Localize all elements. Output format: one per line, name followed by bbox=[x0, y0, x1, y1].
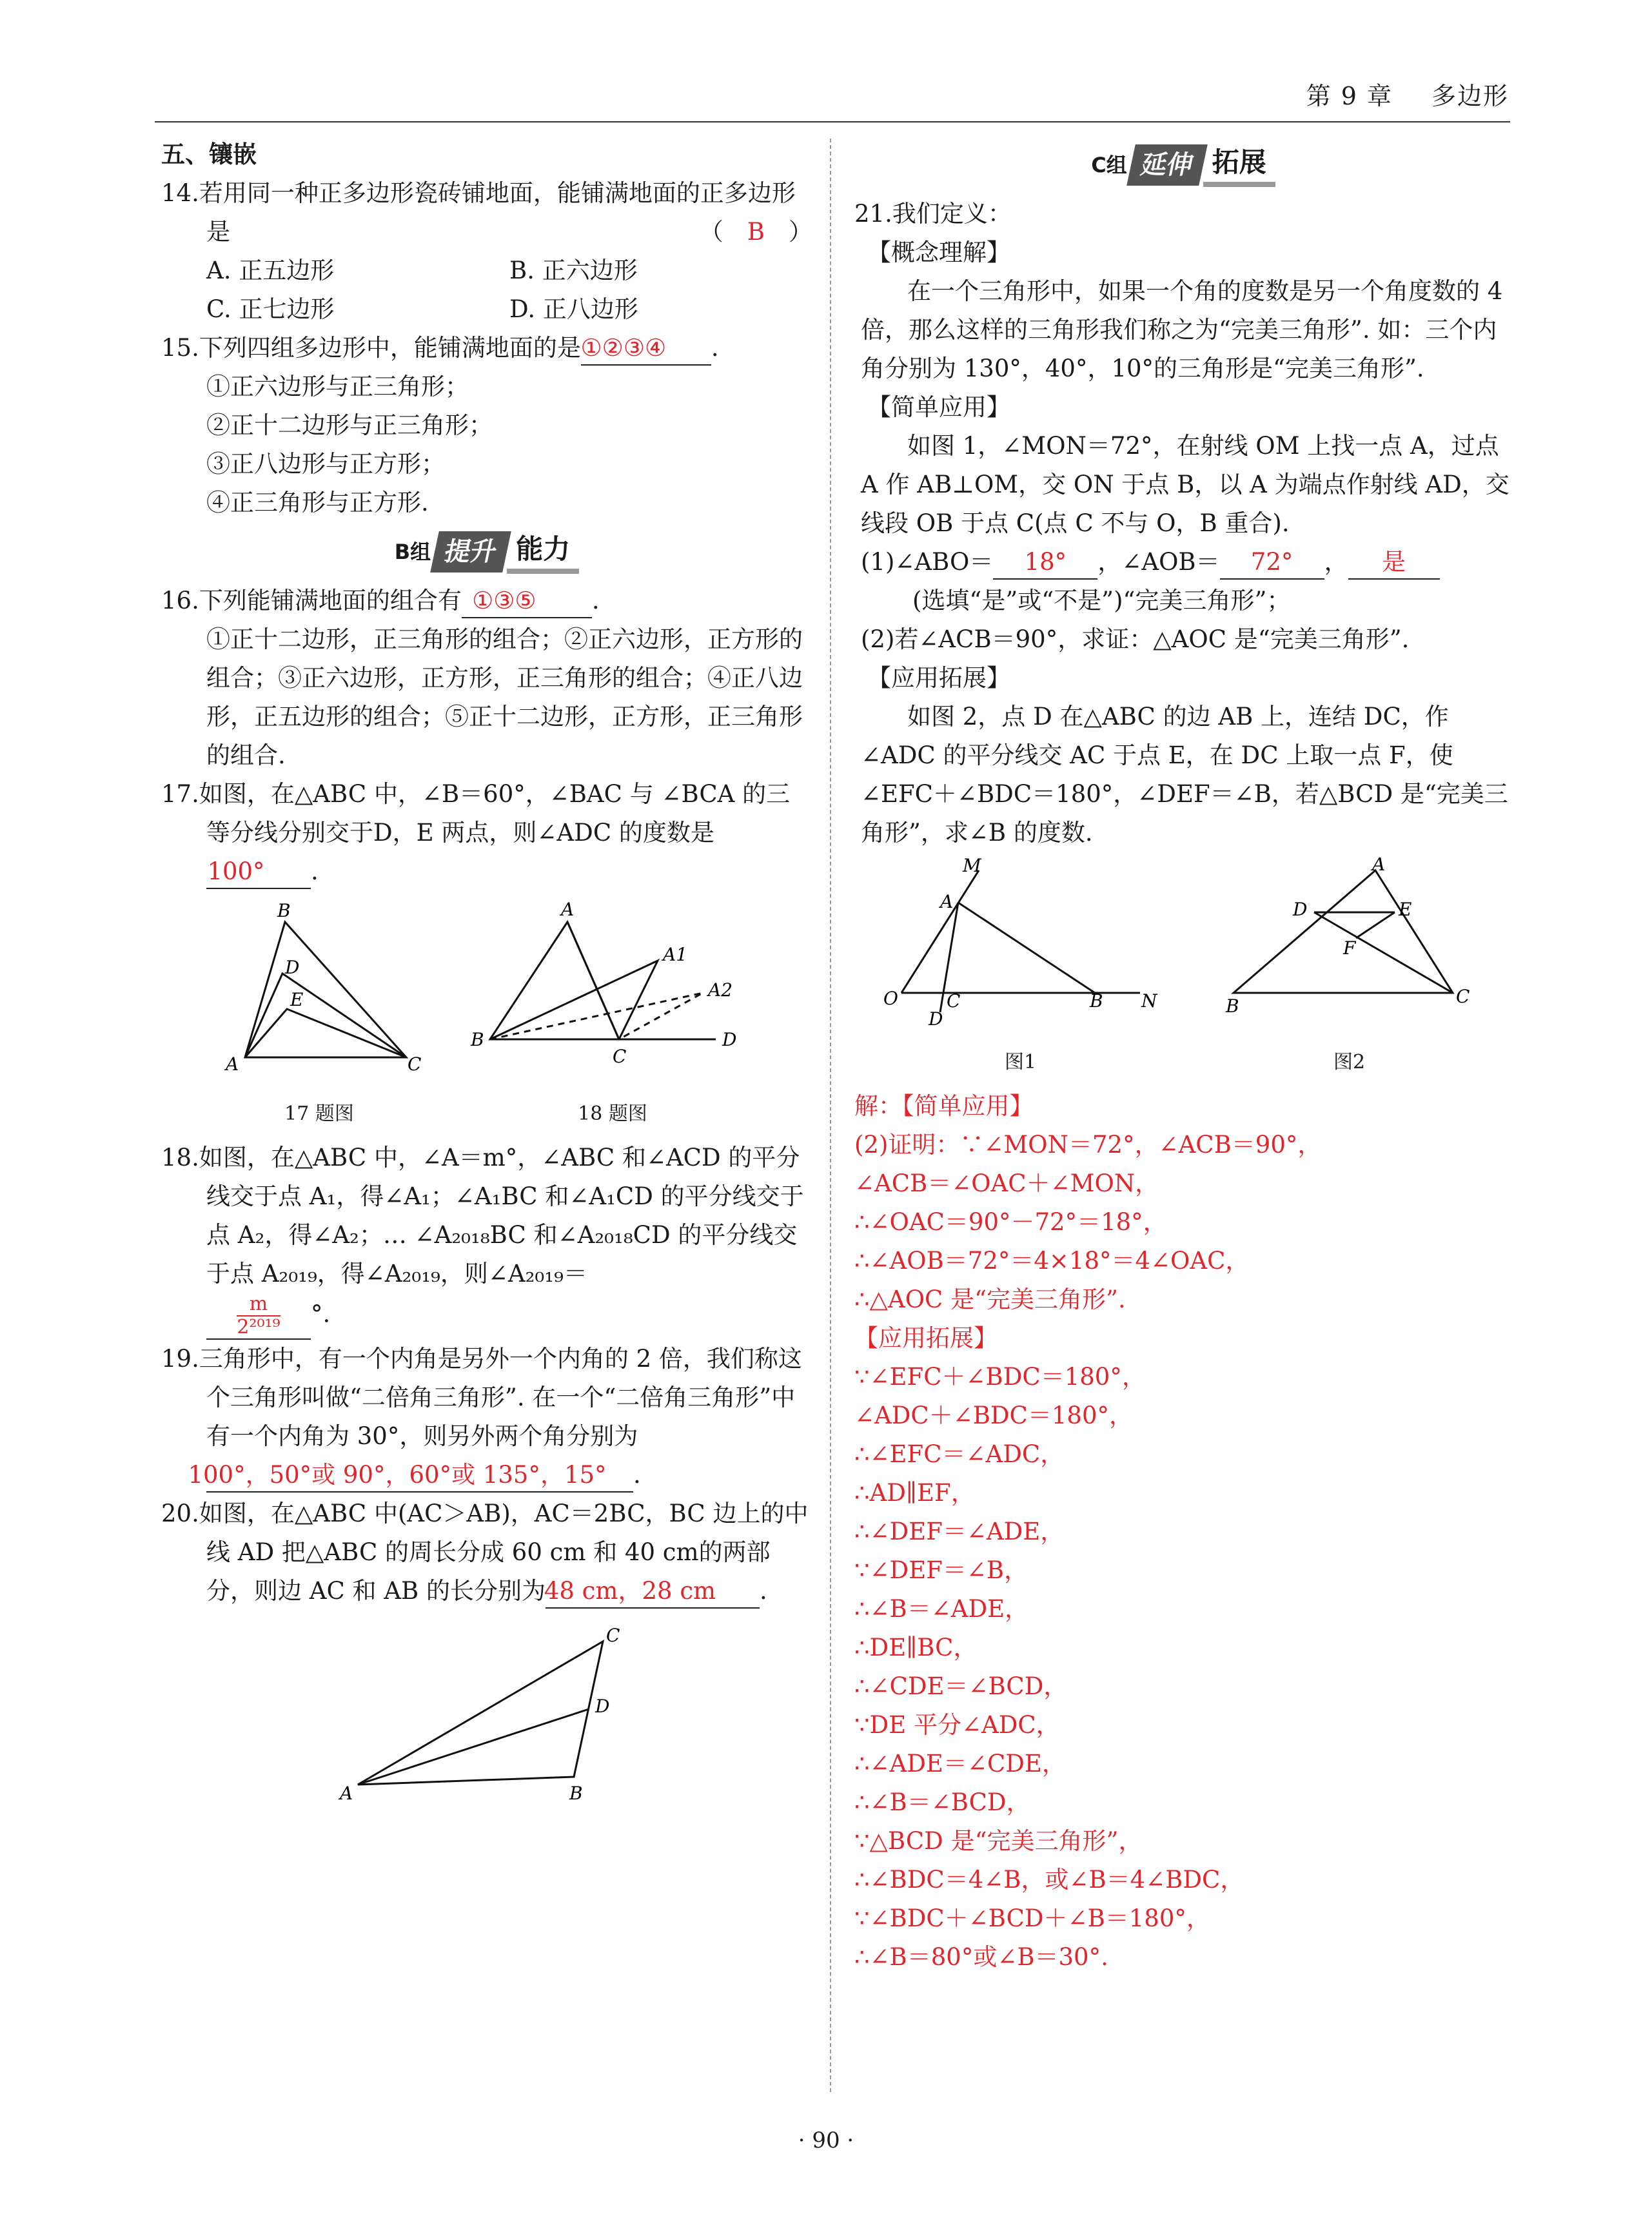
solution-line: (2)证明：∵∠MON＝72°，∠ACB＝90°， bbox=[854, 1131, 1322, 1159]
figure-1-drawing bbox=[882, 857, 1159, 1032]
figure-2 bbox=[1214, 857, 1485, 1082]
figure-18-drawing bbox=[464, 896, 761, 1083]
figure-20-drawing bbox=[326, 1616, 648, 1803]
fig18-label: B bbox=[471, 1029, 484, 1050]
solution-line: ∴∠DEF＝∠ADE， bbox=[854, 1518, 1065, 1545]
paragraph: 如图 1，∠MON＝72°，在射线 OM 上找一点 A，过点 A 作 AB⊥OM，交 ON 于点 B，以 A 为端点作射线 AD，交线段 OB 于点 C(点 C 不与 O，B 重合). bbox=[861, 432, 1509, 537]
fig2-label: A bbox=[1372, 857, 1385, 875]
answer-18-line: $\frac{m}{\text{2²⁰¹⁹}}$ °. bbox=[161, 1293, 812, 1340]
fig1-label: M bbox=[962, 857, 981, 876]
fig1-label: B bbox=[1089, 990, 1103, 1012]
answer-14: B bbox=[747, 218, 765, 246]
fig20-label: C bbox=[606, 1625, 620, 1646]
banner-c: C组 延伸 拓展 bbox=[854, 139, 1512, 191]
chapter-title: 多边形 bbox=[1431, 82, 1509, 110]
solution-line: ∴△AOC 是“完美三角形”. bbox=[854, 1286, 1126, 1313]
answer-17: 100° bbox=[206, 856, 311, 889]
solution-line: ∴∠CDE＝∠BCD， bbox=[854, 1672, 1068, 1700]
figure-2-drawing bbox=[1214, 857, 1485, 1032]
figures-21 bbox=[854, 857, 1512, 1082]
figure-18 bbox=[464, 896, 761, 1133]
fig17-label: C bbox=[408, 1053, 422, 1075]
fig1-label: C bbox=[946, 990, 960, 1012]
fig1-label: D bbox=[928, 1008, 943, 1030]
sub-question-2: (2)若∠ACB＝90°，求证：△AOC 是“完美三角形”. bbox=[861, 625, 1410, 653]
solution-line: ∴DE∥BC， bbox=[854, 1634, 978, 1661]
question-16-body: ①正十二边形，正三角形的组合；②正六边形，正方形的组合；③正六边形，正方形，正三角形的组合；④正八边形，正五边形的组合；⑤正十二边形，正方形，正三角形的组合. bbox=[206, 625, 803, 769]
paragraph: 在一个三角形中，如果一个角的度数是另一个角度数的 4 倍，那么这样的三角形我们称之为“完美三角形”. 如：三个内角分别为 130°，40°，10°的三角形是“完美三角形”. bbox=[861, 277, 1503, 382]
section-heading: 五、镶嵌 bbox=[161, 141, 257, 168]
paragraph: 如图 2，点 D 在△ABC 的边 AB 上，连结 DC，作∠ADC 的平分线交 AC 于点 E，在 DC 上取一点 F，使∠EFC＋∠BDC＝180°，∠DEF＝∠B，若△BCD 是“完美三角形”，求∠B 的度数. bbox=[861, 703, 1508, 847]
figure-20 bbox=[161, 1616, 812, 1803]
fig2-label: E bbox=[1398, 899, 1411, 920]
figure-17 bbox=[213, 896, 426, 1133]
solution-line: ∵∠DEF＝∠B， bbox=[854, 1556, 1028, 1584]
fig18-label: A bbox=[561, 899, 575, 920]
solution-line: ∴∠ADE＝∠CDE， bbox=[854, 1750, 1066, 1777]
solution-line: ∠ADC＋∠BDC＝180°， bbox=[854, 1402, 1133, 1429]
solution-block bbox=[854, 1087, 1512, 1977]
fig20-label: D bbox=[595, 1696, 610, 1717]
solution-line: ∴∠OAC＝90°－72°＝18°， bbox=[854, 1208, 1167, 1236]
solution-line: ∴AD∥EF， bbox=[854, 1479, 975, 1507]
solution-line: ∴∠B＝∠BCD， bbox=[854, 1788, 1030, 1816]
figures-17-18 bbox=[161, 896, 812, 1133]
answer-21-1a: 18° bbox=[993, 546, 1097, 580]
solution-line: ∴∠EFC＝∠ADC， bbox=[854, 1440, 1065, 1468]
options-14: A. 正五边形 B. 正六边形 bbox=[206, 257, 638, 284]
answer-21-1c: 是 bbox=[1348, 546, 1440, 580]
subheading: 【简单应用】 bbox=[867, 393, 1010, 421]
question-17: 17.如图，在△ABC 中，∠B＝60°，∠BAC 与 ∠BCA 的三等分线分别交于D，E 两点，则∠ADC 的度数是100° . bbox=[161, 775, 812, 891]
list-item: ③正八边形与正方形； bbox=[206, 450, 445, 478]
fig1-label: A bbox=[939, 891, 953, 912]
left-column bbox=[161, 135, 812, 1808]
options-14b: C. 正七边形 D. 正八边形 bbox=[206, 295, 638, 323]
solution-line: ∵∠EFC＋∠BDC＝180°， bbox=[854, 1363, 1146, 1391]
figure-1-caption: 图1 bbox=[1004, 1051, 1037, 1073]
fig2-label: C bbox=[1455, 986, 1470, 1007]
solution-line: 解：【简单应用】 bbox=[854, 1092, 1034, 1120]
fig20-label: B bbox=[569, 1783, 583, 1803]
fig1-label: O bbox=[883, 988, 898, 1009]
figure-2-caption: 图2 bbox=[1333, 1051, 1366, 1073]
page-number: · 90 · bbox=[798, 2128, 854, 2153]
answer-15: ①②③④ bbox=[581, 332, 711, 366]
answer-18: $\frac{m}{\text{2²⁰¹⁹}}$ bbox=[206, 1293, 311, 1340]
answer-20: 48 cm，28 cm bbox=[546, 1575, 760, 1609]
fig1-label: N bbox=[1141, 990, 1157, 1012]
list-item: ④正三角形与正方形. bbox=[206, 489, 429, 516]
solution-line: ∴∠B＝∠ADE， bbox=[854, 1595, 1029, 1623]
fig20-label: A bbox=[340, 1783, 353, 1803]
fig18-label: A2 bbox=[708, 979, 733, 1001]
answer-19: 100°，50°或 90°，60°或 135°，15° bbox=[206, 1459, 633, 1493]
sub-question-1-note: (选填“是”或“不是”)“完美三角形”； bbox=[912, 587, 1291, 614]
question-21: 21.我们定义： bbox=[854, 200, 1012, 228]
solution-line: 【应用拓展】 bbox=[854, 1324, 998, 1352]
answer-21-1b: 72° bbox=[1220, 546, 1324, 580]
figure-17-caption: 17 题图 bbox=[284, 1102, 354, 1125]
fig18-label: D bbox=[722, 1029, 737, 1050]
solution-line: ∵∠BDC＋∠BCD＋∠B＝180°， bbox=[854, 1905, 1210, 1932]
question-14: 14.若用同一种正多边形瓷砖铺地面，能铺满地面的正多边形是 （ B ） bbox=[161, 179, 812, 246]
solution-line: ∴∠BDC＝4∠B，或∠B＝4∠BDC， bbox=[854, 1866, 1244, 1894]
fig2-label: D bbox=[1292, 899, 1307, 920]
fig17-label: A bbox=[226, 1053, 239, 1075]
fig18-label: C bbox=[613, 1046, 627, 1067]
list-item: ①正六边形与正三角形； bbox=[206, 373, 469, 400]
figure-18-caption: 18 题图 bbox=[578, 1102, 647, 1125]
question-20: 20.如图，在△ABC 中(AC＞AB)，AC＝2BC，BC 边上的中线 AD 把△ABC 的周长分成 60 cm 和 40 cm的两部分，则边 AC 和 AB 的长分别为48 cm，28 cm . bbox=[161, 1494, 812, 1611]
question-16: 16.下列能铺满地面的组合有 ①③⑤ . bbox=[161, 582, 812, 620]
question-19: 19.三角形中，有一个内角是另外一个内角的 2 倍，我们称这个三角形叫做“二倍角三角形”. 在一个“二倍角三角形”中有一个内角为 30°，则另外两个角分别为100°，50°或 90°，60°或 135°，15° . bbox=[161, 1340, 812, 1494]
chapter-number: 第 9 章 bbox=[1306, 82, 1393, 110]
figure-17-drawing bbox=[213, 896, 426, 1083]
list-item: ②正十二边形与正三角形； bbox=[206, 411, 493, 439]
chapter-header bbox=[1268, 76, 1509, 112]
subheading: 【应用拓展】 bbox=[867, 664, 1010, 692]
answer-16: ①③⑤ bbox=[462, 585, 592, 618]
fig17-label: B bbox=[277, 900, 291, 921]
solution-line: ∵△BCD 是“完美三角形”， bbox=[854, 1827, 1143, 1855]
fig17-label: D bbox=[285, 957, 300, 978]
fig2-label: B bbox=[1225, 995, 1239, 1017]
solution-line: ∴∠B＝80°或∠B＝30°. bbox=[854, 1943, 1108, 1971]
solution-line: ∠ACB＝∠OAC＋∠MON， bbox=[854, 1170, 1159, 1197]
fig18-label: A1 bbox=[663, 944, 688, 965]
solution-line: ∵DE 平分∠ADC， bbox=[854, 1711, 1060, 1739]
fig2-label: F bbox=[1342, 937, 1355, 959]
header-rule bbox=[155, 121, 1510, 122]
column-divider bbox=[830, 139, 831, 2092]
question-18: 18.如图，在△ABC 中，∠A＝m°，∠ABC 和∠ACD 的平分线交于点 A₁，得∠A₁；∠A₁BC 和∠A₁CD 的平分线交于点 A₂，得∠A₂；… ∠A₂₀₁₈BC 和∠A₂₀₁₈CD 的平分线交于点 A₂₀₁₉，得∠A₂₀₁₉，则∠A₂₀₁₉＝ bbox=[161, 1144, 804, 1288]
right-column bbox=[854, 135, 1512, 1977]
sub-question-1: (1)∠ABO＝ 18° ，∠AOB＝ 72° ， 是 bbox=[854, 543, 1512, 582]
figure-1 bbox=[882, 857, 1159, 1082]
solution-line: ∴∠AOB＝72°＝4×18°＝4∠OAC， bbox=[854, 1247, 1250, 1275]
question-15: 15.下列四组多边形中，能铺满地面的是①②③④ . bbox=[161, 329, 812, 367]
fig17-label: E bbox=[290, 989, 304, 1010]
banner-b: B组 提升 能力 bbox=[161, 526, 812, 578]
subheading: 【概念理解】 bbox=[867, 239, 1010, 266]
